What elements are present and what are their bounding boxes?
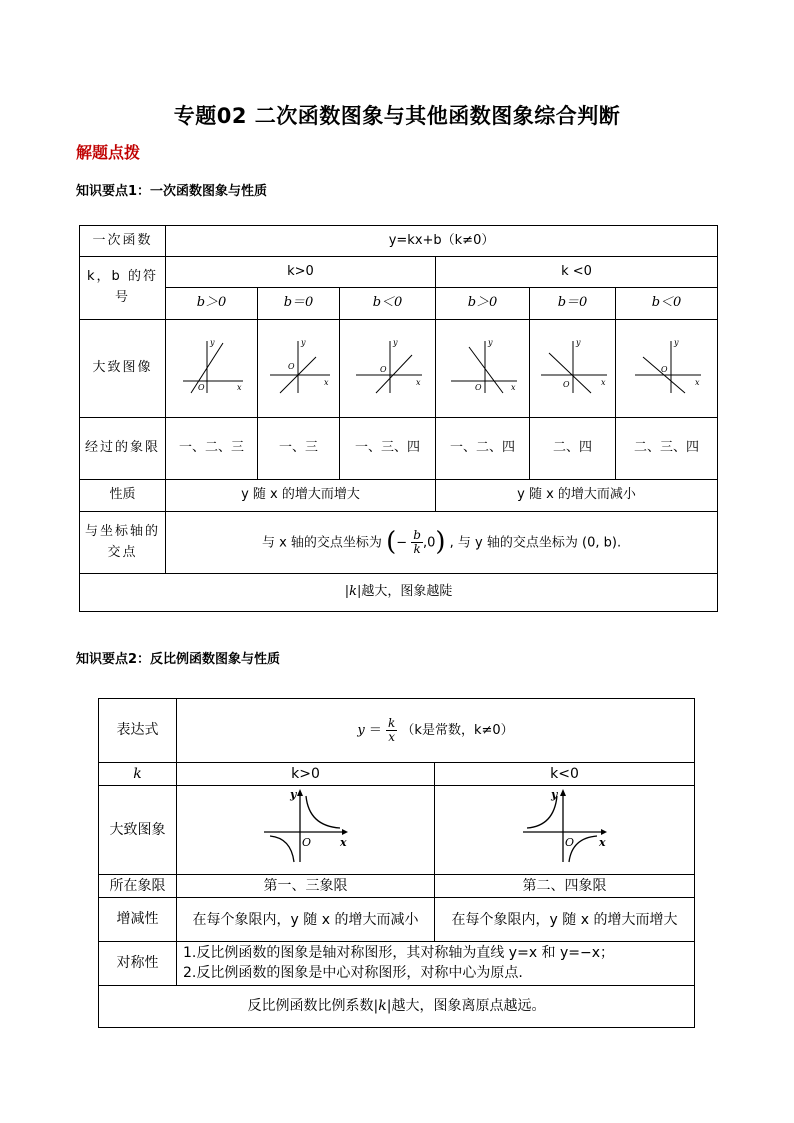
linear-graph-cell [616, 320, 718, 418]
linear-graph-kneg-bpos [445, 335, 521, 395]
intersect-value: 与 x 轴的交点坐标为 (− $\frac{b}{k}$ ,0) , 与 y 轴的交点坐标为 (0, b). [166, 512, 718, 574]
row-graph-label: 大致图像 [80, 320, 166, 418]
quadrant-k-negative: 第二、四象限 [435, 874, 695, 897]
linear-note-text: 越大，图象越陡 [361, 584, 453, 600]
axis-x-label: x [510, 382, 516, 392]
axis-y-label: y [550, 788, 557, 802]
linear-graph-kpos-bpos [177, 335, 247, 395]
origin-label: O [564, 836, 574, 850]
b-label: b＝0 [258, 288, 340, 320]
row-sym-label: 对称性 [99, 942, 177, 986]
row-k-label: k [99, 763, 177, 786]
linear-note [80, 574, 718, 612]
row-func-value: y=kx+b（k≠0） [166, 226, 718, 257]
origin-label: O [379, 364, 387, 374]
origin-label: O [197, 382, 205, 392]
row-graph-label: 大致图象 [99, 786, 177, 874]
row-mono-label: 增减性 [99, 898, 177, 942]
intersect-point-y: (0, b). [582, 535, 622, 550]
origin-label: O [474, 382, 482, 392]
fraction-k-over-x: $\frac{k}{x}$ [388, 715, 396, 744]
axis-x-label: x [694, 377, 700, 387]
axis-y-label: y [673, 337, 679, 347]
expr-y: y [357, 723, 365, 738]
linear-graph-cell [340, 320, 436, 418]
row-expr-label: 表达式 [99, 699, 177, 763]
page-title: 专题02 二次函数图象与其他函数图象综合判断 [173, 104, 621, 128]
inverse-note-suffix: 越大，图象离原点越远。 [391, 998, 546, 1015]
fraction-b-over-k: $\frac{b}{k}$ [413, 527, 421, 556]
quadrant-value: 一、三、四 [340, 418, 436, 480]
row-quadrant-label: 经过的象限 [80, 418, 166, 480]
axis-x-label: x [598, 836, 606, 850]
expr-condition: （k是常数，k≠0） [401, 723, 514, 738]
origin-label: O [562, 379, 570, 389]
property-k-negative: y 随 x 的增大而减小 [436, 480, 718, 512]
intersect-text-y: , 与 y 轴的交点坐标为 [449, 535, 578, 550]
linear-function-table [79, 225, 718, 612]
b-label: b＜0 [616, 288, 718, 320]
b-label: b＞0 [166, 288, 258, 320]
kp1-heading: 知识要点1：一次函数图象与性质 [76, 184, 268, 199]
intersect-text-x: 与 x 轴的交点坐标为 [261, 535, 382, 550]
axis-x-label: x [415, 377, 421, 387]
row-intersect-label: 与坐标轴的交点 [80, 512, 166, 574]
k-positive-header: k>0 [166, 257, 436, 288]
b-label: b＜0 [340, 288, 436, 320]
sym-value [177, 942, 695, 986]
origin-label: O [301, 836, 311, 850]
hyperbola-kneg [519, 786, 611, 866]
inverse-note [99, 986, 695, 1028]
mono-k-negative: 在每个象限内，y 随 x 的增大而增大 [435, 898, 695, 942]
origin-label: O [287, 361, 295, 371]
expr-eq: ＝ [368, 723, 382, 738]
axis-y-label: y [392, 337, 398, 347]
abs-k: |k| [344, 584, 362, 600]
quadrant-value: 一、二、四 [436, 418, 530, 480]
sym-line-2: 2.反比例函数的图象是中心对称图形，对称中心为原点. [183, 964, 523, 981]
minus-sign: − [396, 535, 408, 550]
k-negative-header: k<0 [435, 763, 695, 786]
inverse-function-table [98, 698, 695, 1028]
linear-graph-cell [166, 320, 258, 418]
linear-graph-cell [530, 320, 616, 418]
row-property-label: 性质 [80, 480, 166, 512]
quadrant-value: 一、二、三 [166, 418, 258, 480]
expr-value [177, 699, 695, 763]
quadrant-value: 二、三、四 [616, 418, 718, 480]
section-heading: 解题点拨 [76, 143, 141, 162]
linear-graph-kneg-bzero [535, 335, 611, 395]
quadrant-value: 一、三 [258, 418, 340, 480]
linear-graph-cell [258, 320, 340, 418]
hyperbola-graph-cell [177, 786, 435, 874]
row-quadrant-label: 所在象限 [99, 874, 177, 897]
hyperbola-kpos [260, 786, 352, 866]
mono-k-positive: 在每个象限内，y 随 x 的增大而减小 [177, 898, 435, 942]
axis-x-label: x [600, 377, 606, 387]
linear-graph-kpos-bzero [264, 335, 334, 395]
origin-label: O [660, 364, 668, 374]
abs-k: |k| [373, 998, 392, 1015]
kp2-heading: 知识要点2：反比例函数图象与性质 [76, 652, 281, 667]
hyperbola-graph-cell [435, 786, 695, 874]
b-label: b＝0 [530, 288, 616, 320]
axis-y-label: y [209, 337, 215, 347]
linear-graph-cell [436, 320, 530, 418]
axis-y-label: y [289, 788, 296, 802]
row-sign-label: k，b 的符号 [80, 257, 166, 320]
k-positive-header: k>0 [177, 763, 435, 786]
linear-graph-kneg-bneg [629, 335, 705, 395]
axis-x-label: x [236, 382, 242, 392]
axis-y-label: y [300, 337, 306, 347]
quadrant-k-positive: 第一、三象限 [177, 874, 435, 897]
axis-x-label: x [339, 836, 347, 850]
sym-line-1: 1.反比例函数的图象是轴对称图形，其对称轴为直线 y=x 和 y=−x； [183, 945, 615, 962]
point1-tail: ,0 [422, 535, 436, 550]
axis-x-label: x [323, 377, 329, 387]
row-func-label: 一次函数 [80, 226, 166, 257]
axis-y-label: y [575, 337, 581, 347]
k-negative-header: k <0 [436, 257, 718, 288]
quadrant-value: 二、四 [530, 418, 616, 480]
inverse-note-prefix: 反比例函数比例系数 [247, 998, 374, 1015]
linear-graph-kpos-bneg [350, 335, 426, 395]
b-label: b＞0 [436, 288, 530, 320]
property-k-positive: y 随 x 的增大而增大 [166, 480, 436, 512]
axis-y-label: y [487, 337, 493, 347]
